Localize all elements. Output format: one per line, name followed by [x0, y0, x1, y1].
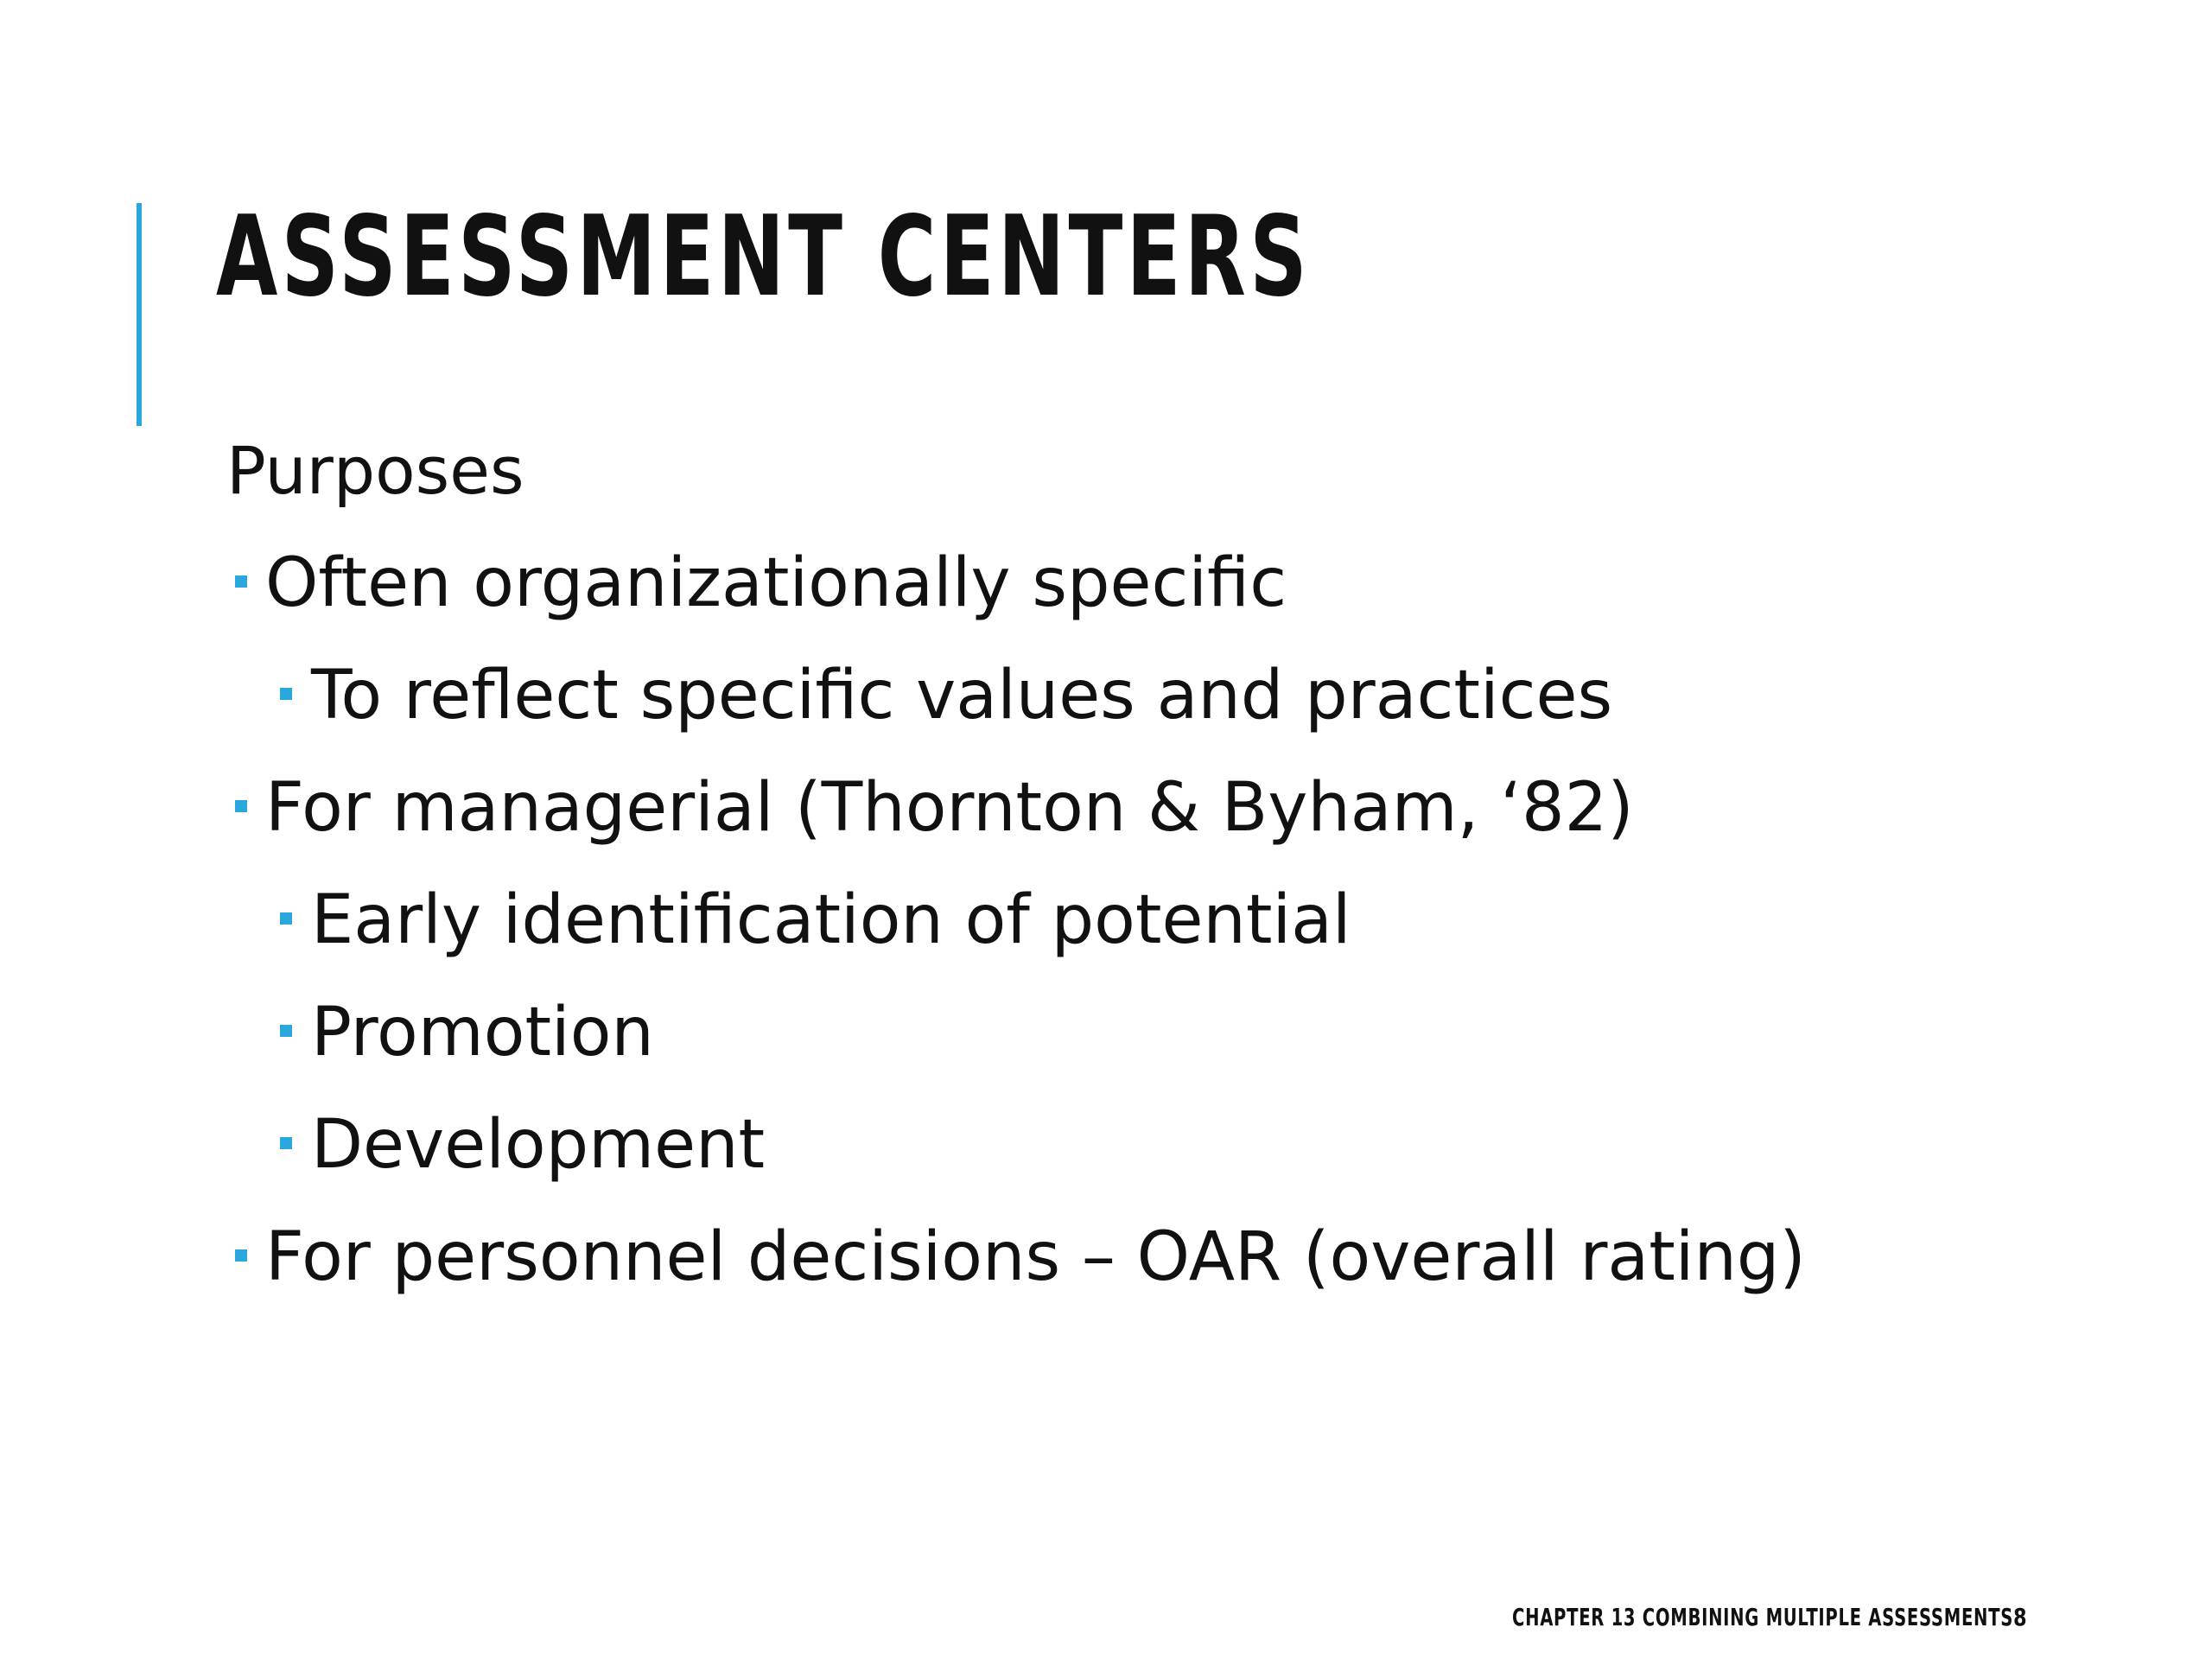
title-accent-bar	[137, 203, 142, 426]
bullet-text: For managerial (Thornton & Byham, ‘82)	[265, 769, 1634, 847]
bullet-text: Often organizationally specific	[265, 544, 1287, 622]
sub-bullet-item	[226, 639, 2041, 752]
square-bullet-icon	[280, 912, 292, 925]
sub-bullet-item	[226, 1089, 2041, 1201]
sub-bullet-text: Promotion	[311, 994, 654, 1071]
square-bullet-icon	[280, 1025, 292, 1037]
bullet-item	[226, 527, 2041, 639]
sub-bullet-item	[226, 864, 2041, 976]
footer-chapter-label: CHAPTER 13 COMBINING MULTIPLE ASSESSMENTS	[1512, 1603, 2014, 1631]
sub-bullet-text: Development	[311, 1106, 766, 1184]
square-bullet-icon	[280, 688, 292, 700]
bullet-item	[226, 1201, 2041, 1313]
bullet-item	[226, 752, 2041, 864]
bullet-text: For personnel decisions – OAR (overall rating)	[265, 1218, 1806, 1296]
sub-bullet-text: To reflect specific values and practices	[311, 657, 1613, 734]
square-bullet-icon	[235, 575, 247, 588]
content-heading: Purposes	[226, 432, 524, 509]
square-bullet-icon	[235, 800, 247, 812]
sub-bullet-text: Early identification of potential	[311, 881, 1351, 959]
square-bullet-icon	[235, 1249, 247, 1262]
slide-footer	[1512, 1602, 2031, 1633]
slide-title: ASSESSMENT CENTERS	[216, 193, 1311, 321]
sub-bullet-item	[226, 976, 2041, 1089]
square-bullet-icon	[280, 1137, 292, 1149]
page-number: 8	[2013, 1603, 2027, 1631]
slide-content	[226, 415, 2041, 1313]
